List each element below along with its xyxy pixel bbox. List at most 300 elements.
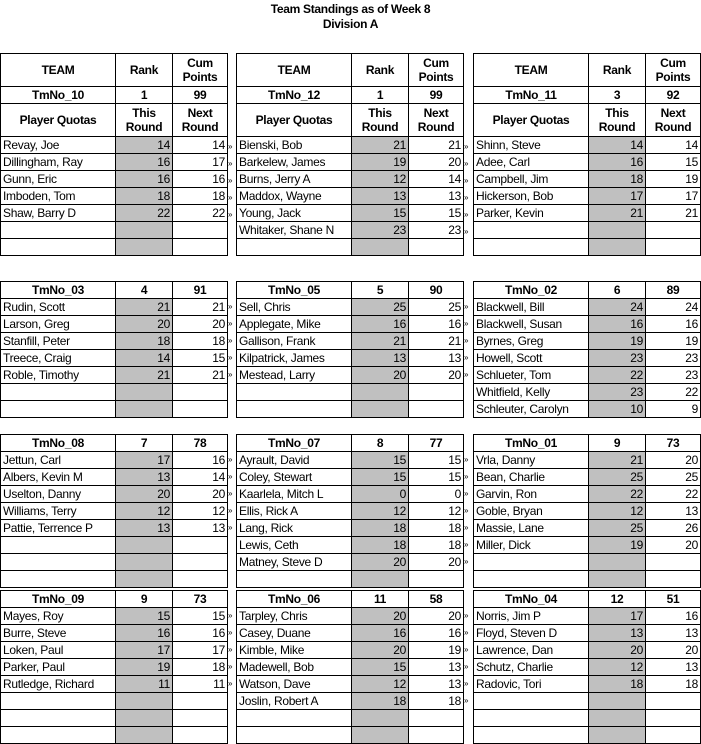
player-name: Rutledge, Richard — [1, 676, 116, 693]
this-round-quota: 19 — [589, 537, 646, 554]
empty-this-cell — [352, 401, 409, 418]
empty-next-cell — [173, 239, 228, 256]
team-name: TmNo_07 — [237, 435, 352, 452]
this-round-quota: 18 — [352, 537, 409, 554]
empty-this-cell — [116, 693, 173, 710]
team-points: 99 — [173, 87, 228, 104]
team-rank: 4 — [116, 282, 173, 299]
row-marker-icon: » — [464, 557, 469, 566]
next-round-quota: 13 — [409, 188, 464, 205]
this-round-quota: 23 — [352, 222, 409, 239]
team-table — [236, 434, 464, 588]
team-points: 92 — [646, 87, 701, 104]
next-round-quota: 20 — [409, 554, 464, 571]
player-row — [1, 188, 228, 205]
player-row — [1, 350, 228, 367]
this-round-quota: 12 — [589, 503, 646, 520]
next-round-quota: 22 — [173, 205, 228, 222]
next-round-quota: 15 — [646, 154, 701, 171]
empty-name-cell — [237, 710, 352, 727]
this-round-quota: 17 — [589, 608, 646, 625]
this-round-quota: 16 — [352, 316, 409, 333]
row-marker-icon: » — [464, 611, 469, 620]
empty-name-cell — [474, 222, 589, 239]
this-round-quota: 25 — [352, 299, 409, 316]
team-name: TmNo_11 — [474, 87, 589, 104]
this-round-quota: 19 — [352, 154, 409, 171]
this-round-quota: 12 — [352, 503, 409, 520]
row-marker-icon: » — [464, 159, 469, 168]
player-row — [1, 608, 228, 625]
this-round-quota: 16 — [116, 154, 173, 171]
row-marker-icon: » — [228, 455, 233, 464]
empty-name-cell — [1, 693, 116, 710]
player-name: Kimble, Mike — [237, 642, 352, 659]
team-name: TmNo_04 — [474, 591, 589, 608]
empty-name-cell — [1, 554, 116, 571]
player-row — [1, 171, 228, 188]
team-table — [236, 53, 464, 256]
team-points: 73 — [646, 435, 701, 452]
empty-name-cell — [474, 554, 589, 571]
player-name: Watson, Dave — [237, 676, 352, 693]
player-name: Lang, Rick — [237, 520, 352, 537]
row-marker-icon: » — [464, 540, 469, 549]
row-marker-icon: » — [464, 353, 469, 362]
player-name: Kaarlela, Mitch L — [237, 486, 352, 503]
next-round-quota: 20 — [646, 452, 701, 469]
this-round-quota: 16 — [589, 154, 646, 171]
player-name: Shinn, Steve — [474, 137, 589, 154]
player-name: Blackwell, Bill — [474, 299, 589, 316]
player-name: Mestead, Larry — [237, 367, 352, 384]
player-row — [237, 350, 464, 367]
empty-this-cell — [352, 727, 409, 744]
player-row — [1, 452, 228, 469]
player-row — [474, 384, 701, 401]
next-round-quota: 15 — [173, 350, 228, 367]
team-points: 58 — [409, 591, 464, 608]
team-points: 77 — [409, 435, 464, 452]
next-round-quota: 19 — [646, 333, 701, 350]
player-name: Madewell, Bob — [237, 659, 352, 676]
this-round-quota: 12 — [116, 503, 173, 520]
next-round-quota: 20 — [173, 486, 228, 503]
empty-name-cell — [474, 710, 589, 727]
player-row — [1, 486, 228, 503]
next-round-quota: 19 — [409, 642, 464, 659]
player-row — [237, 537, 464, 554]
player-row — [1, 503, 228, 520]
this-round-quota: 20 — [352, 554, 409, 571]
empty-next-cell — [646, 222, 701, 239]
cum-points-column-header: Cum Points — [646, 54, 701, 87]
player-name: Ellis, Rick A — [237, 503, 352, 520]
this-round-quota: 18 — [116, 333, 173, 350]
next-round-header: Next Round — [646, 104, 701, 137]
team-points: 89 — [646, 282, 701, 299]
this-round-quota: 18 — [352, 693, 409, 710]
team-rank: 1 — [352, 87, 409, 104]
next-round-quota: 15 — [173, 608, 228, 625]
empty-this-cell — [589, 571, 646, 588]
this-round-quota: 15 — [352, 452, 409, 469]
next-round-quota: 11 — [173, 676, 228, 693]
row-marker-icon: » — [228, 193, 233, 202]
team-rank: 8 — [352, 435, 409, 452]
row-marker-icon: » — [228, 370, 233, 379]
empty-name-cell — [1, 537, 116, 554]
team-table — [473, 53, 701, 256]
player-name: Sell, Chris — [237, 299, 352, 316]
player-row — [237, 452, 464, 469]
empty-this-cell — [352, 571, 409, 588]
player-name: Howell, Scott — [474, 350, 589, 367]
row-marker-icon: » — [228, 523, 233, 532]
team-column-header: TEAM — [237, 54, 352, 87]
empty-this-cell — [589, 727, 646, 744]
empty-this-cell — [116, 239, 173, 256]
this-round-quota: 25 — [589, 520, 646, 537]
player-row — [474, 188, 701, 205]
player-row — [474, 316, 701, 333]
empty-next-cell — [173, 222, 228, 239]
player-name: Goble, Bryan — [474, 503, 589, 520]
player-row — [237, 554, 464, 571]
this-round-quota: 12 — [352, 676, 409, 693]
player-name: Schlueter, Tom — [474, 367, 589, 384]
player-row — [474, 554, 701, 571]
next-round-quota: 23 — [646, 367, 701, 384]
player-row — [1, 384, 228, 401]
team-rank: 6 — [589, 282, 646, 299]
player-name: Floyd, Steven D — [474, 625, 589, 642]
row-marker-icon: » — [464, 455, 469, 464]
team-column-header: TEAM — [1, 54, 116, 87]
player-row — [237, 642, 464, 659]
next-round-quota: 13 — [409, 350, 464, 367]
player-name: Williams, Terry — [1, 503, 116, 520]
next-round-quota: 22 — [646, 486, 701, 503]
this-round-quota: 18 — [116, 188, 173, 205]
next-round-quota: 23 — [409, 222, 464, 239]
empty-this-cell — [352, 239, 409, 256]
player-row — [474, 299, 701, 316]
next-round-quota: 13 — [409, 659, 464, 676]
player-row — [237, 693, 464, 710]
row-marker-icon: » — [228, 142, 233, 151]
next-round-quota: 13 — [173, 520, 228, 537]
player-quotas-header: Player Quotas — [474, 104, 589, 137]
row-marker-icon: » — [464, 176, 469, 185]
team-rank: 5 — [352, 282, 409, 299]
rank-column-header: Rank — [352, 54, 409, 87]
this-round-quota: 10 — [589, 401, 646, 418]
empty-this-cell — [116, 727, 173, 744]
this-round-quota: 13 — [589, 625, 646, 642]
player-name: Larson, Greg — [1, 316, 116, 333]
player-name: Albers, Kevin M — [1, 469, 116, 486]
row-marker-icon: » — [228, 645, 233, 654]
player-row — [1, 154, 228, 171]
player-row — [237, 401, 464, 418]
team-points: 78 — [173, 435, 228, 452]
player-name: Coley, Stewart — [237, 469, 352, 486]
player-name: Byrnes, Greg — [474, 333, 589, 350]
team-points: 73 — [173, 591, 228, 608]
this-round-quota: 21 — [589, 452, 646, 469]
player-row — [474, 222, 701, 239]
player-row — [474, 727, 701, 744]
player-name: Parker, Paul — [1, 659, 116, 676]
empty-this-cell — [116, 537, 173, 554]
empty-this-cell — [589, 554, 646, 571]
player-row — [1, 137, 228, 154]
player-row — [474, 367, 701, 384]
player-row — [1, 401, 228, 418]
empty-name-cell — [474, 571, 589, 588]
this-round-quota: 13 — [352, 350, 409, 367]
next-round-quota: 17 — [173, 642, 228, 659]
this-round-quota: 0 — [352, 486, 409, 503]
row-marker-icon: » — [464, 696, 469, 705]
row-marker-icon: » — [228, 302, 233, 311]
player-row — [237, 384, 464, 401]
this-round-quota: 18 — [589, 171, 646, 188]
player-row — [474, 171, 701, 188]
row-marker-icon: » — [464, 210, 469, 219]
empty-this-cell — [589, 222, 646, 239]
empty-name-cell — [237, 239, 352, 256]
team-name: TmNo_08 — [1, 435, 116, 452]
this-round-quota: 20 — [116, 486, 173, 503]
this-round-header: This Round — [352, 104, 409, 137]
player-name: Loken, Paul — [1, 642, 116, 659]
player-row — [237, 625, 464, 642]
team-name: TmNo_05 — [237, 282, 352, 299]
next-round-quota: 21 — [173, 367, 228, 384]
empty-next-cell — [409, 401, 464, 418]
team-name: TmNo_06 — [237, 591, 352, 608]
next-round-quota: 12 — [173, 503, 228, 520]
next-round-header: Next Round — [409, 104, 464, 137]
player-row — [474, 401, 701, 418]
next-round-quota: 21 — [409, 137, 464, 154]
empty-next-cell — [409, 239, 464, 256]
this-round-quota: 13 — [116, 469, 173, 486]
player-row — [474, 503, 701, 520]
next-round-quota: 17 — [173, 154, 228, 171]
empty-next-cell — [173, 571, 228, 588]
empty-next-cell — [646, 710, 701, 727]
team-name: TmNo_03 — [1, 282, 116, 299]
this-round-quota: 23 — [589, 350, 646, 367]
player-row — [237, 608, 464, 625]
rank-column-header: Rank — [589, 54, 646, 87]
empty-name-cell — [1, 384, 116, 401]
empty-name-cell — [237, 401, 352, 418]
next-round-quota: 18 — [409, 693, 464, 710]
empty-next-cell — [409, 727, 464, 744]
team-column-header: TEAM — [474, 54, 589, 87]
player-row — [1, 710, 228, 727]
player-name: Garvin, Ron — [474, 486, 589, 503]
player-row — [1, 222, 228, 239]
player-name: Roble, Timothy — [1, 367, 116, 384]
this-round-quota: 16 — [116, 625, 173, 642]
empty-next-cell — [173, 693, 228, 710]
next-round-quota: 16 — [646, 608, 701, 625]
player-row — [1, 571, 228, 588]
player-name: Stanfill, Peter — [1, 333, 116, 350]
team-table — [473, 281, 701, 418]
player-row — [1, 367, 228, 384]
row-marker-icon: » — [464, 193, 469, 202]
this-round-quota: 15 — [116, 608, 173, 625]
player-row — [474, 137, 701, 154]
player-row — [474, 350, 701, 367]
team-table — [236, 281, 464, 418]
player-row — [474, 642, 701, 659]
player-name: Kilpatrick, James — [237, 350, 352, 367]
team-rank: 3 — [589, 87, 646, 104]
player-row — [237, 676, 464, 693]
this-round-quota: 21 — [116, 299, 173, 316]
player-name: Burns, Jerry A — [237, 171, 352, 188]
team-points: 99 — [409, 87, 464, 104]
team-rank: 7 — [116, 435, 173, 452]
empty-next-cell — [173, 401, 228, 418]
player-name: Imboden, Tom — [1, 188, 116, 205]
this-round-quota: 15 — [352, 205, 409, 222]
player-row — [1, 693, 228, 710]
rank-column-header: Rank — [116, 54, 173, 87]
player-name: Schleuter, Carolyn — [474, 401, 589, 418]
this-round-quota: 13 — [352, 188, 409, 205]
player-row — [237, 520, 464, 537]
player-name: Miller, Dick — [474, 537, 589, 554]
empty-next-cell — [646, 571, 701, 588]
player-name: Rudin, Scott — [1, 299, 116, 316]
row-marker-icon: » — [228, 489, 233, 498]
player-name: Burre, Steve — [1, 625, 116, 642]
this-round-quota: 19 — [116, 659, 173, 676]
this-round-quota: 17 — [589, 188, 646, 205]
player-row — [474, 676, 701, 693]
row-marker-icon: » — [464, 472, 469, 481]
row-marker-icon: » — [464, 370, 469, 379]
team-name: TmNo_09 — [1, 591, 116, 608]
next-round-quota: 14 — [173, 469, 228, 486]
row-marker-icon: » — [464, 523, 469, 532]
row-marker-icon: » — [464, 645, 469, 654]
row-marker-icon: » — [464, 628, 469, 637]
empty-name-cell — [1, 401, 116, 418]
division-label: Division A — [322, 17, 379, 31]
row-marker-icon: » — [228, 472, 233, 481]
next-round-quota: 16 — [173, 625, 228, 642]
this-round-quota: 14 — [116, 350, 173, 367]
player-row — [237, 316, 464, 333]
empty-name-cell — [474, 239, 589, 256]
empty-name-cell — [1, 239, 116, 256]
row-marker-icon: » — [228, 662, 233, 671]
player-row — [237, 486, 464, 503]
player-name: Casey, Duane — [237, 625, 352, 642]
player-name: Blackwell, Susan — [474, 316, 589, 333]
team-rank: 9 — [116, 591, 173, 608]
this-round-quota: 20 — [352, 367, 409, 384]
player-row — [237, 469, 464, 486]
this-round-quota: 15 — [352, 469, 409, 486]
next-round-quota: 16 — [173, 452, 228, 469]
player-name: Gallison, Frank — [237, 333, 352, 350]
report-title — [0, 2, 701, 32]
next-round-quota: 14 — [409, 171, 464, 188]
empty-next-cell — [173, 554, 228, 571]
player-row — [474, 710, 701, 727]
row-marker-icon: » — [464, 319, 469, 328]
this-round-quota: 20 — [589, 642, 646, 659]
empty-next-cell — [409, 571, 464, 588]
next-round-quota: 20 — [409, 154, 464, 171]
this-round-quota: 23 — [589, 384, 646, 401]
next-round-quota: 16 — [173, 171, 228, 188]
next-round-quota: 13 — [646, 625, 701, 642]
next-round-header: Next Round — [173, 104, 228, 137]
empty-this-cell — [589, 710, 646, 727]
player-row — [1, 469, 228, 486]
empty-this-cell — [116, 401, 173, 418]
empty-this-cell — [116, 222, 173, 239]
player-row — [474, 520, 701, 537]
player-name: Applegate, Mike — [237, 316, 352, 333]
player-name: Lawrence, Dan — [474, 642, 589, 659]
row-marker-icon: » — [464, 506, 469, 515]
next-round-quota: 9 — [646, 401, 701, 418]
player-name: Pattie, Terrence P — [1, 520, 116, 537]
next-round-quota: 20 — [646, 537, 701, 554]
team-name: TmNo_10 — [1, 87, 116, 104]
player-row — [474, 571, 701, 588]
this-round-quota: 21 — [352, 333, 409, 350]
team-name: TmNo_12 — [237, 87, 352, 104]
player-row — [474, 486, 701, 503]
player-row — [237, 367, 464, 384]
row-marker-icon: » — [464, 662, 469, 671]
player-quotas-header: Player Quotas — [237, 104, 352, 137]
player-row — [237, 571, 464, 588]
player-row — [1, 676, 228, 693]
report-title-line: Team Standings as of Week 8 — [270, 2, 431, 16]
this-round-quota: 21 — [589, 205, 646, 222]
empty-name-cell — [474, 693, 589, 710]
row-marker-icon: » — [228, 210, 233, 219]
player-name: Mayes, Roy — [1, 608, 116, 625]
team-rank: 11 — [352, 591, 409, 608]
this-round-quota: 12 — [352, 171, 409, 188]
player-name: Shaw, Barry D — [1, 205, 116, 222]
empty-name-cell — [1, 727, 116, 744]
next-round-quota: 19 — [646, 171, 701, 188]
player-name: Whitaker, Shane N — [237, 222, 352, 239]
next-round-quota: 18 — [646, 676, 701, 693]
this-round-quota: 25 — [589, 469, 646, 486]
this-round-quota: 16 — [352, 625, 409, 642]
next-round-quota: 22 — [646, 384, 701, 401]
player-row — [1, 642, 228, 659]
empty-this-cell — [116, 710, 173, 727]
